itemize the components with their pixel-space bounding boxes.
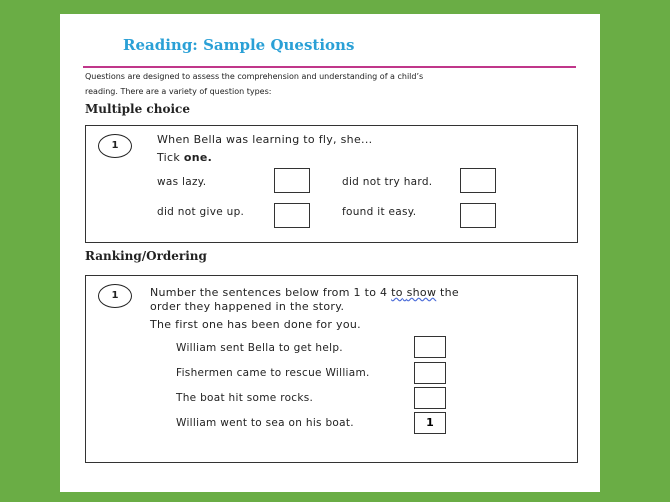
question-number: 1 xyxy=(98,134,132,158)
option-label: did not try hard. xyxy=(342,176,433,188)
worksheet-page xyxy=(60,14,600,492)
ranking-question xyxy=(85,275,578,463)
page-title: Reading: Sample Questions xyxy=(123,36,355,54)
example-note: The first one has been done for you. xyxy=(150,318,361,331)
order-input[interactable]: 1 xyxy=(414,412,446,434)
option-label: found it easy. xyxy=(342,206,417,218)
sentence-text: William sent Bella to get help. xyxy=(176,342,343,354)
ranking-instruction-end: the xyxy=(436,286,459,299)
title-divider xyxy=(83,66,576,68)
ranking-heading: Ranking/Ordering xyxy=(85,249,207,263)
option-checkbox[interactable] xyxy=(460,168,496,193)
tick-instruction-emphasis: one. xyxy=(183,151,213,164)
ranking-instruction xyxy=(150,286,459,299)
multiple-choice-heading: Multiple choice xyxy=(85,102,190,116)
intro-line-1: Questions are designed to assess the comprehension and understanding of a child’s xyxy=(85,72,424,81)
tick-instruction xyxy=(157,151,212,164)
option-checkbox[interactable] xyxy=(460,203,496,228)
ranking-instruction-part: Number the sentences below from 1 to 4 xyxy=(150,286,392,299)
sentence-text: William went to sea on his boat. xyxy=(176,417,354,429)
order-input[interactable] xyxy=(414,362,446,384)
ranking-instruction-show: show xyxy=(406,286,437,299)
tick-instruction-prefix: Tick xyxy=(157,151,184,164)
order-input[interactable] xyxy=(414,387,446,409)
intro-line-2: reading. There are a variety of question types: xyxy=(85,87,272,96)
option-label: did not give up. xyxy=(157,206,245,218)
option-label: was lazy. xyxy=(157,176,207,188)
option-checkbox[interactable] xyxy=(274,203,310,228)
question-text: When Bella was learning to fly, she... xyxy=(157,133,373,146)
order-input[interactable] xyxy=(414,336,446,358)
ranking-instruction-to: to xyxy=(391,286,403,299)
multiple-choice-question xyxy=(85,125,578,243)
sentence-text: The boat hit some rocks. xyxy=(176,392,314,404)
question-number: 1 xyxy=(98,284,132,308)
option-checkbox[interactable] xyxy=(274,168,310,193)
ranking-instruction-line-2: order they happened in the story. xyxy=(150,300,345,313)
sentence-text: Fishermen came to rescue William. xyxy=(176,367,370,379)
